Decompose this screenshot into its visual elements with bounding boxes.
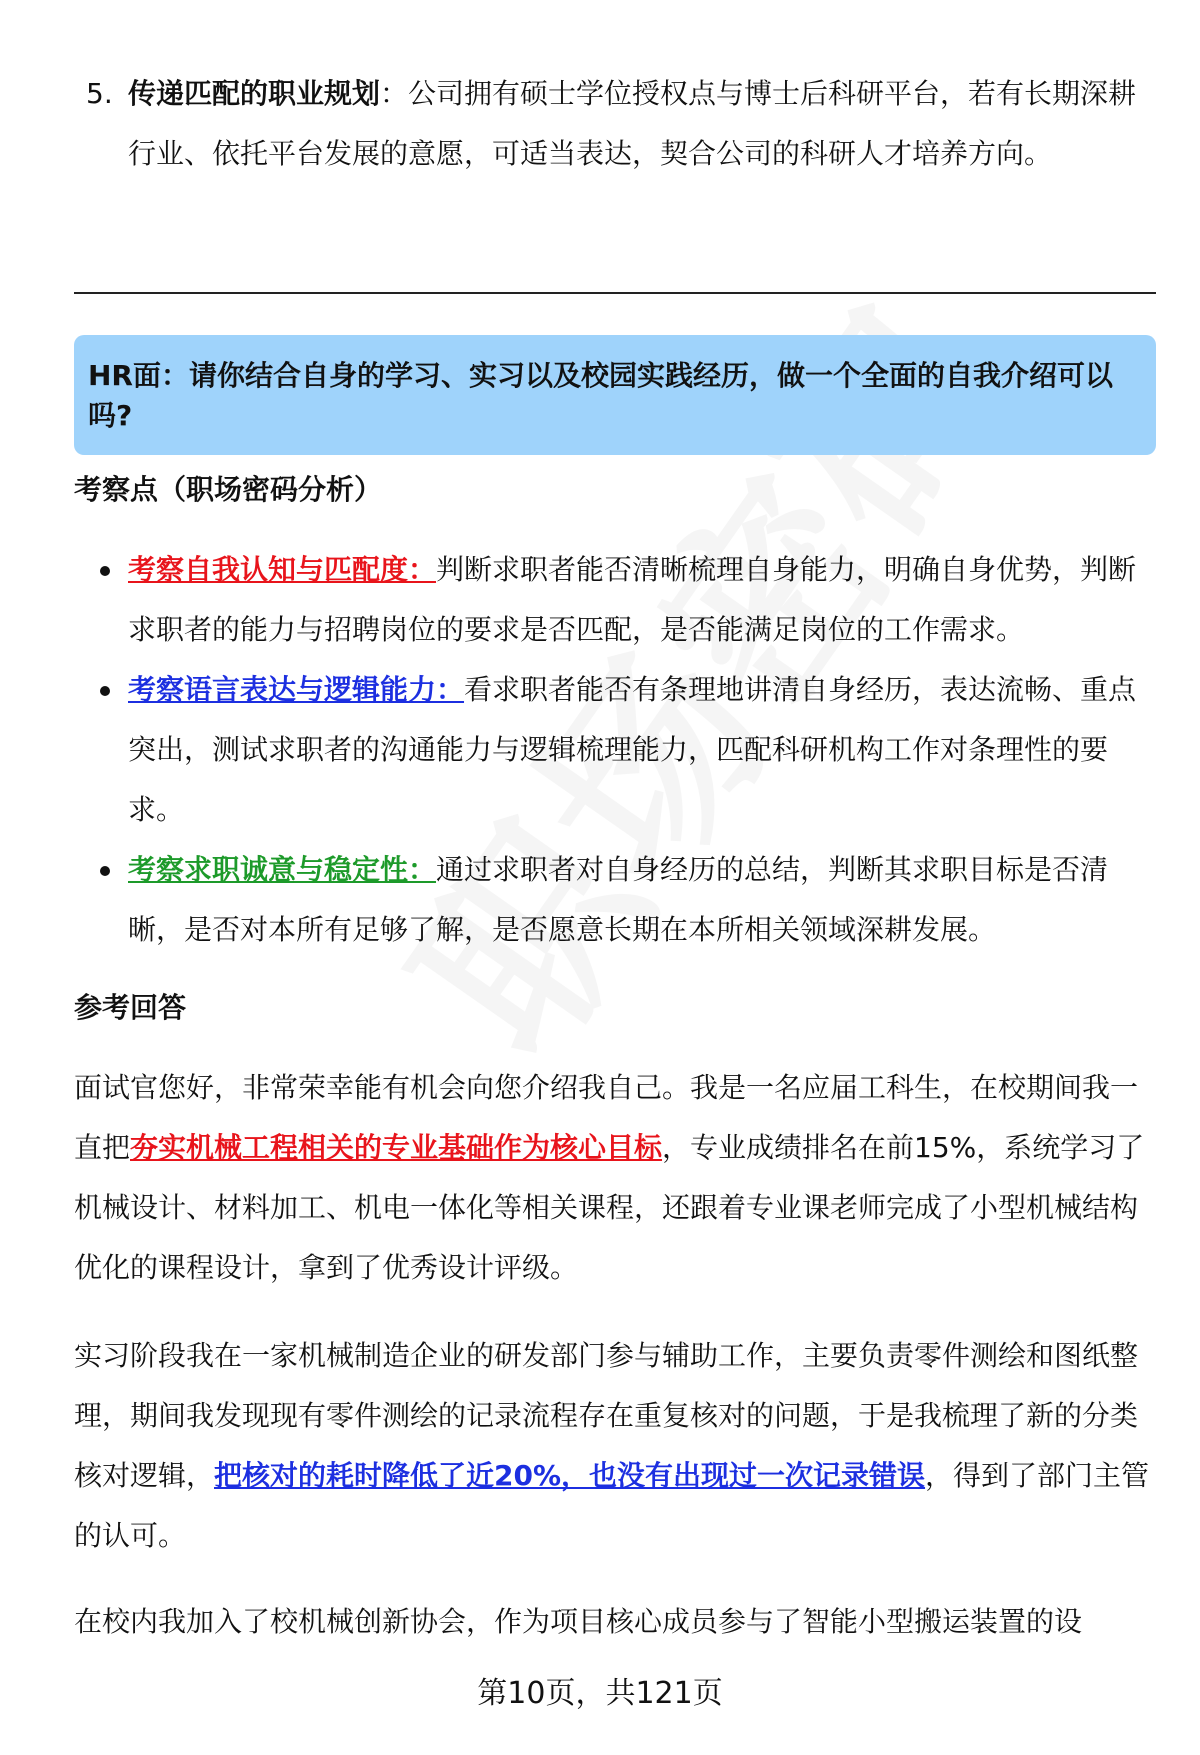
- answer-paragraph: [74, 1058, 1156, 1298]
- item-text: ：公司拥有硕士学位授权点与博士后科研平台，若有长期深耕行业、依托平台发展的意愿，可适当表达，契合公司的科研人才培养方向。: [128, 77, 1137, 170]
- point-label: 考察自我认知与匹配度：: [128, 553, 437, 586]
- bullet-icon: [100, 566, 110, 576]
- points-heading: 考察点（职场密码分析）: [74, 473, 383, 506]
- list-item: [74, 540, 1156, 660]
- text: 面试官您好，非常荣幸能有机会向您介绍我自己。我是一名应届工科生，在校期间我一直把: [74, 1071, 1139, 1164]
- item-title: 传递匹配的职业规划: [128, 77, 381, 110]
- list-item: [74, 660, 1156, 840]
- highlight: 把核对的耗时降低了近20%，也没有出现过一次记录错误: [214, 1459, 926, 1492]
- question-box: HR面：请你结合自身的学习、实习以及校园实践经历，做一个全面的自我介绍可以吗?: [74, 335, 1156, 455]
- bullet-icon: [100, 686, 110, 696]
- point-label: 考察语言表达与逻辑能力：: [128, 673, 465, 706]
- answer-paragraph: [74, 1326, 1156, 1566]
- point-label: 考察求职诚意与稳定性：: [128, 853, 437, 886]
- list-item: [74, 840, 1156, 960]
- list-item-5: [74, 64, 1156, 184]
- highlight: 夯实机械工程相关的专业基础作为核心目标: [130, 1131, 663, 1164]
- list-number: 5.: [86, 77, 113, 110]
- point-text: 通过求职者对自身经历的总结，判断其求职目标是否清晰，是否对本所有足够了解，是否愿意长期在本所相关领域深耕发展。: [128, 853, 1109, 946]
- answer-heading: 参考回答: [74, 991, 187, 1024]
- answer-paragraph: 在校内我加入了校机械创新协会，作为项目核心成员参与了智能小型搬运装置的设: [74, 1605, 1083, 1638]
- bullet-icon: [100, 866, 110, 876]
- text: ，专业成绩排名在前15%，系统学习了机械设计、材料加工、机电一体化等相关课程，还跟着专业课老师完成了小型机械结构优化的课程设计，拿到了优秀设计评级。: [74, 1131, 1145, 1284]
- page-number: 第10页，共121页: [477, 1676, 723, 1711]
- text: ，得到了部门主管的认可。: [74, 1459, 1150, 1552]
- point-text: 看求职者能否有条理地讲清自身经历，表达流畅、重点突出，测试求职者的沟通能力与逻辑梳理能力，匹配科研机构工作对条理性的要求。: [128, 673, 1137, 826]
- point-text: 判断求职者能否清晰梳理自身能力，明确自身优势，判断求职者的能力与招聘岗位的要求是否匹配，是否能满足岗位的工作需求。: [128, 553, 1137, 646]
- points-list: [74, 540, 1156, 960]
- text: 实习阶段我在一家机械制造企业的研发部门参与辅助工作，主要负责零件测绘和图纸整理，期间我发现现有零件测绘的记录流程存在重复核对的问题，于是我梳理了新的分类核对逻辑，: [74, 1339, 1139, 1492]
- divider: [74, 292, 1156, 294]
